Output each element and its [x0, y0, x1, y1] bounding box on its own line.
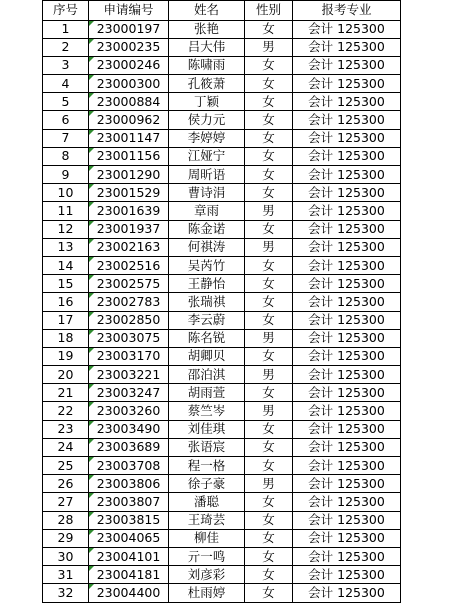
- row-index-cell: 27: [43, 493, 89, 511]
- number-stored-as-text-indicator-icon: [89, 493, 94, 498]
- gender-cell: 女: [245, 147, 293, 165]
- row-index-cell: 28: [43, 511, 89, 529]
- table-row: [43, 293, 401, 311]
- number-stored-as-text-indicator-icon: [89, 75, 94, 80]
- major-cell: 会计 125300: [293, 475, 401, 493]
- row-index-cell: 2: [43, 38, 89, 56]
- application-number-cell: [89, 20, 169, 38]
- gender-cell: 女: [245, 75, 293, 93]
- application-number-cell: [89, 38, 169, 56]
- major-cell: 会计 125300: [293, 256, 401, 274]
- gender-cell: 女: [245, 547, 293, 565]
- application-number-cell: [89, 402, 169, 420]
- application-number-cell: [89, 529, 169, 547]
- application-number-text: 23003807: [96, 493, 161, 509]
- application-number-text: 23004101: [96, 548, 161, 564]
- gender-cell: 女: [245, 493, 293, 511]
- header-major: 报考专业: [293, 1, 401, 21]
- gender-cell: 男: [245, 366, 293, 384]
- number-stored-as-text-indicator-icon: [89, 21, 94, 26]
- application-number-cell: [89, 566, 169, 584]
- gender-cell: 女: [245, 293, 293, 311]
- header-index: 序号: [43, 1, 89, 21]
- table-row: [43, 202, 401, 220]
- number-stored-as-text-indicator-icon: [89, 148, 94, 153]
- application-number-text: 23000962: [96, 112, 161, 128]
- major-cell: 会计 125300: [293, 38, 401, 56]
- major-cell: 会计 125300: [293, 111, 401, 129]
- major-cell: 会计 125300: [293, 329, 401, 347]
- application-number-cell: [89, 511, 169, 529]
- row-index-cell: 22: [43, 402, 89, 420]
- application-number-text: 23003689: [96, 439, 161, 455]
- gender-cell: 女: [245, 457, 293, 475]
- student-name-cell: 吕大伟: [169, 38, 245, 56]
- gender-cell: 女: [245, 56, 293, 74]
- row-index-cell: 25: [43, 457, 89, 475]
- table-row: [43, 184, 401, 202]
- row-index-cell: 15: [43, 275, 89, 293]
- major-cell: 会计 125300: [293, 584, 401, 602]
- application-number-text: 23003490: [96, 421, 161, 437]
- row-index-cell: 16: [43, 293, 89, 311]
- number-stored-as-text-indicator-icon: [89, 166, 94, 171]
- gender-cell: 男: [245, 402, 293, 420]
- major-cell: 会计 125300: [293, 347, 401, 365]
- row-index-cell: 31: [43, 566, 89, 584]
- major-cell: 会计 125300: [293, 184, 401, 202]
- major-cell: 会计 125300: [293, 566, 401, 584]
- number-stored-as-text-indicator-icon: [89, 93, 94, 98]
- student-name-cell: 王琦芸: [169, 511, 245, 529]
- student-name-cell: 胡雨萱: [169, 384, 245, 402]
- student-name-cell: 柳佳: [169, 529, 245, 547]
- student-name-cell: 吴芮竹: [169, 256, 245, 274]
- application-number-text: 23003806: [96, 475, 161, 491]
- student-name-cell: 陈名锐: [169, 329, 245, 347]
- number-stored-as-text-indicator-icon: [89, 221, 94, 226]
- application-number-text: 23001147: [96, 130, 161, 146]
- number-stored-as-text-indicator-icon: [89, 184, 94, 189]
- major-cell: 会计 125300: [293, 20, 401, 38]
- number-stored-as-text-indicator-icon: [89, 402, 94, 407]
- table-row: [43, 402, 401, 420]
- admission-list-table: [42, 0, 401, 603]
- student-name-cell: 曹诗涓: [169, 184, 245, 202]
- student-name-cell: 张艳: [169, 20, 245, 38]
- gender-cell: 女: [245, 93, 293, 111]
- number-stored-as-text-indicator-icon: [89, 530, 94, 535]
- gender-cell: 女: [245, 511, 293, 529]
- application-number-text: 23003708: [96, 457, 161, 473]
- table-row: [43, 529, 401, 547]
- gender-cell: 女: [245, 384, 293, 402]
- number-stored-as-text-indicator-icon: [89, 584, 94, 589]
- row-index-cell: 21: [43, 384, 89, 402]
- student-name-cell: 周昕语: [169, 166, 245, 184]
- major-cell: 会计 125300: [293, 93, 401, 111]
- application-number-cell: [89, 147, 169, 165]
- student-name-cell: 刘佳琪: [169, 420, 245, 438]
- student-name-cell: 蔡竺岑: [169, 402, 245, 420]
- application-number-text: 23001937: [96, 221, 161, 237]
- row-index-cell: 19: [43, 347, 89, 365]
- major-cell: 会计 125300: [293, 293, 401, 311]
- application-number-cell: [89, 202, 169, 220]
- application-number-cell: [89, 129, 169, 147]
- header-gender: 性别: [245, 1, 293, 21]
- table-row: [43, 75, 401, 93]
- application-number-cell: [89, 184, 169, 202]
- header-row: [43, 1, 401, 21]
- row-index-cell: 4: [43, 75, 89, 93]
- table-row: [43, 347, 401, 365]
- application-number-text: 23004065: [96, 530, 161, 546]
- student-name-cell: 李云蔚: [169, 311, 245, 329]
- header-name: 姓名: [169, 1, 245, 21]
- number-stored-as-text-indicator-icon: [89, 421, 94, 426]
- row-index-cell: 6: [43, 111, 89, 129]
- major-cell: 会计 125300: [293, 166, 401, 184]
- gender-cell: 女: [245, 111, 293, 129]
- major-cell: 会计 125300: [293, 56, 401, 74]
- student-name-cell: 杜雨婷: [169, 584, 245, 602]
- application-number-text: 23003815: [96, 512, 161, 528]
- number-stored-as-text-indicator-icon: [89, 439, 94, 444]
- table-row: [43, 475, 401, 493]
- table-row: [43, 493, 401, 511]
- table-row: [43, 220, 401, 238]
- row-index-cell: 26: [43, 475, 89, 493]
- major-cell: 会计 125300: [293, 438, 401, 456]
- application-number-cell: [89, 166, 169, 184]
- application-number-cell: [89, 384, 169, 402]
- application-number-text: 23003170: [96, 348, 161, 364]
- number-stored-as-text-indicator-icon: [89, 275, 94, 280]
- student-name-cell: 孔筱萧: [169, 75, 245, 93]
- application-number-text: 23000197: [96, 21, 161, 37]
- application-number-cell: [89, 256, 169, 274]
- application-number-cell: [89, 111, 169, 129]
- gender-cell: 女: [245, 529, 293, 547]
- table-row: [43, 256, 401, 274]
- gender-cell: 男: [245, 38, 293, 56]
- gender-cell: 男: [245, 475, 293, 493]
- row-index-cell: 17: [43, 311, 89, 329]
- application-number-text: 23000235: [96, 39, 161, 55]
- application-number-cell: [89, 93, 169, 111]
- table-row: [43, 166, 401, 184]
- number-stored-as-text-indicator-icon: [89, 312, 94, 317]
- major-cell: 会计 125300: [293, 75, 401, 93]
- table-row: [43, 329, 401, 347]
- student-name-cell: 丁颖: [169, 93, 245, 111]
- application-number-text: 23002783: [96, 293, 161, 309]
- number-stored-as-text-indicator-icon: [89, 130, 94, 135]
- application-number-text: 23003075: [96, 330, 161, 346]
- student-name-cell: 刘彦彩: [169, 566, 245, 584]
- row-index-cell: 3: [43, 56, 89, 74]
- row-index-cell: 18: [43, 329, 89, 347]
- student-name-cell: 李婷婷: [169, 129, 245, 147]
- gender-cell: 男: [245, 329, 293, 347]
- gender-cell: 女: [245, 311, 293, 329]
- major-cell: 会计 125300: [293, 147, 401, 165]
- row-index-cell: 10: [43, 184, 89, 202]
- student-name-cell: 徐子豪: [169, 475, 245, 493]
- number-stored-as-text-indicator-icon: [89, 111, 94, 116]
- application-number-cell: [89, 238, 169, 256]
- table-row: [43, 566, 401, 584]
- gender-cell: 女: [245, 166, 293, 184]
- number-stored-as-text-indicator-icon: [89, 348, 94, 353]
- application-number-cell: [89, 311, 169, 329]
- number-stored-as-text-indicator-icon: [89, 475, 94, 480]
- application-number-cell: [89, 347, 169, 365]
- major-cell: 会计 125300: [293, 220, 401, 238]
- row-index-cell: 1: [43, 20, 89, 38]
- student-name-cell: 张瑞祺: [169, 293, 245, 311]
- gender-cell: 女: [245, 420, 293, 438]
- application-number-text: 23000300: [96, 75, 161, 91]
- table-row: [43, 511, 401, 529]
- major-cell: 会计 125300: [293, 311, 401, 329]
- student-name-cell: 侯力元: [169, 111, 245, 129]
- row-index-cell: 11: [43, 202, 89, 220]
- row-index-cell: 30: [43, 547, 89, 565]
- application-number-cell: [89, 420, 169, 438]
- application-number-cell: [89, 584, 169, 602]
- row-index-cell: 29: [43, 529, 89, 547]
- application-number-text: 23002163: [96, 239, 161, 255]
- number-stored-as-text-indicator-icon: [89, 39, 94, 44]
- gender-cell: 女: [245, 220, 293, 238]
- major-cell: 会计 125300: [293, 366, 401, 384]
- gender-cell: 女: [245, 129, 293, 147]
- row-index-cell: 20: [43, 366, 89, 384]
- application-number-cell: [89, 493, 169, 511]
- application-number-cell: [89, 457, 169, 475]
- major-cell: 会计 125300: [293, 402, 401, 420]
- major-cell: 会计 125300: [293, 457, 401, 475]
- row-index-cell: 8: [43, 147, 89, 165]
- application-number-text: 23003247: [96, 384, 161, 400]
- application-number-text: 23003221: [96, 366, 161, 382]
- application-number-text: 23002516: [96, 257, 161, 273]
- table-row: [43, 93, 401, 111]
- student-name-cell: 陈金诺: [169, 220, 245, 238]
- row-index-cell: 24: [43, 438, 89, 456]
- table-row: [43, 384, 401, 402]
- number-stored-as-text-indicator-icon: [89, 202, 94, 207]
- application-number-text: 23001156: [96, 148, 161, 164]
- table-row: [43, 20, 401, 38]
- major-cell: 会计 125300: [293, 420, 401, 438]
- application-number-cell: [89, 220, 169, 238]
- header-application-number: 申请编号: [89, 1, 169, 21]
- gender-cell: 女: [245, 438, 293, 456]
- major-cell: 会计 125300: [293, 547, 401, 565]
- gender-cell: 男: [245, 238, 293, 256]
- gender-cell: 女: [245, 256, 293, 274]
- major-cell: 会计 125300: [293, 511, 401, 529]
- gender-cell: 女: [245, 584, 293, 602]
- row-index-cell: 23: [43, 420, 89, 438]
- application-number-cell: [89, 475, 169, 493]
- table-row: [43, 38, 401, 56]
- gender-cell: 女: [245, 20, 293, 38]
- student-name-cell: 陈啸雨: [169, 56, 245, 74]
- table-row: [43, 147, 401, 165]
- major-cell: 会计 125300: [293, 202, 401, 220]
- major-cell: 会计 125300: [293, 275, 401, 293]
- major-cell: 会计 125300: [293, 129, 401, 147]
- student-name-cell: 潘聪: [169, 493, 245, 511]
- application-number-text: 23004181: [96, 566, 161, 582]
- gender-cell: 女: [245, 275, 293, 293]
- application-number-text: 23001639: [96, 202, 161, 218]
- table-row: [43, 111, 401, 129]
- application-number-cell: [89, 293, 169, 311]
- table-row: [43, 366, 401, 384]
- number-stored-as-text-indicator-icon: [89, 239, 94, 244]
- number-stored-as-text-indicator-icon: [89, 330, 94, 335]
- number-stored-as-text-indicator-icon: [89, 384, 94, 389]
- table-row: [43, 438, 401, 456]
- number-stored-as-text-indicator-icon: [89, 548, 94, 553]
- row-index-cell: 5: [43, 93, 89, 111]
- number-stored-as-text-indicator-icon: [89, 512, 94, 517]
- student-name-cell: 章雨: [169, 202, 245, 220]
- application-number-cell: [89, 366, 169, 384]
- gender-cell: 女: [245, 566, 293, 584]
- student-name-cell: 程一格: [169, 457, 245, 475]
- application-number-text: 23000884: [96, 93, 161, 109]
- application-number-cell: [89, 275, 169, 293]
- application-number-cell: [89, 329, 169, 347]
- student-name-cell: 江娅宁: [169, 147, 245, 165]
- student-name-cell: 张语宸: [169, 438, 245, 456]
- student-name-cell: 何祺涛: [169, 238, 245, 256]
- major-cell: 会计 125300: [293, 238, 401, 256]
- major-cell: 会计 125300: [293, 493, 401, 511]
- row-index-cell: 7: [43, 129, 89, 147]
- table-row: [43, 275, 401, 293]
- table-row: [43, 56, 401, 74]
- student-name-cell: 王静怡: [169, 275, 245, 293]
- gender-cell: 男: [245, 202, 293, 220]
- row-index-cell: 9: [43, 166, 89, 184]
- number-stored-as-text-indicator-icon: [89, 566, 94, 571]
- table-row: [43, 457, 401, 475]
- table-row: [43, 584, 401, 602]
- table-row: [43, 420, 401, 438]
- gender-cell: 女: [245, 347, 293, 365]
- student-name-cell: 亓一鸣: [169, 547, 245, 565]
- application-number-text: 23001529: [96, 184, 161, 200]
- number-stored-as-text-indicator-icon: [89, 366, 94, 371]
- table-row: [43, 311, 401, 329]
- application-number-cell: [89, 75, 169, 93]
- student-name-cell: 邵泊淇: [169, 366, 245, 384]
- major-cell: 会计 125300: [293, 529, 401, 547]
- number-stored-as-text-indicator-icon: [89, 293, 94, 298]
- application-number-text: 23002850: [96, 312, 161, 328]
- major-cell: 会计 125300: [293, 384, 401, 402]
- application-number-text: 23000246: [96, 57, 161, 73]
- row-index-cell: 12: [43, 220, 89, 238]
- number-stored-as-text-indicator-icon: [89, 57, 94, 62]
- application-number-text: 23002575: [96, 275, 161, 291]
- application-number-text: 23003260: [96, 403, 161, 419]
- row-index-cell: 13: [43, 238, 89, 256]
- row-index-cell: 14: [43, 256, 89, 274]
- number-stored-as-text-indicator-icon: [89, 457, 94, 462]
- student-name-cell: 胡卿贝: [169, 347, 245, 365]
- application-number-text: 23001290: [96, 166, 161, 182]
- application-number-cell: [89, 56, 169, 74]
- table-row: [43, 129, 401, 147]
- table-row: [43, 547, 401, 565]
- application-number-cell: [89, 547, 169, 565]
- row-index-cell: 32: [43, 584, 89, 602]
- table-row: [43, 238, 401, 256]
- application-number-cell: [89, 438, 169, 456]
- number-stored-as-text-indicator-icon: [89, 257, 94, 262]
- application-number-text: 23004400: [96, 584, 161, 600]
- gender-cell: 女: [245, 184, 293, 202]
